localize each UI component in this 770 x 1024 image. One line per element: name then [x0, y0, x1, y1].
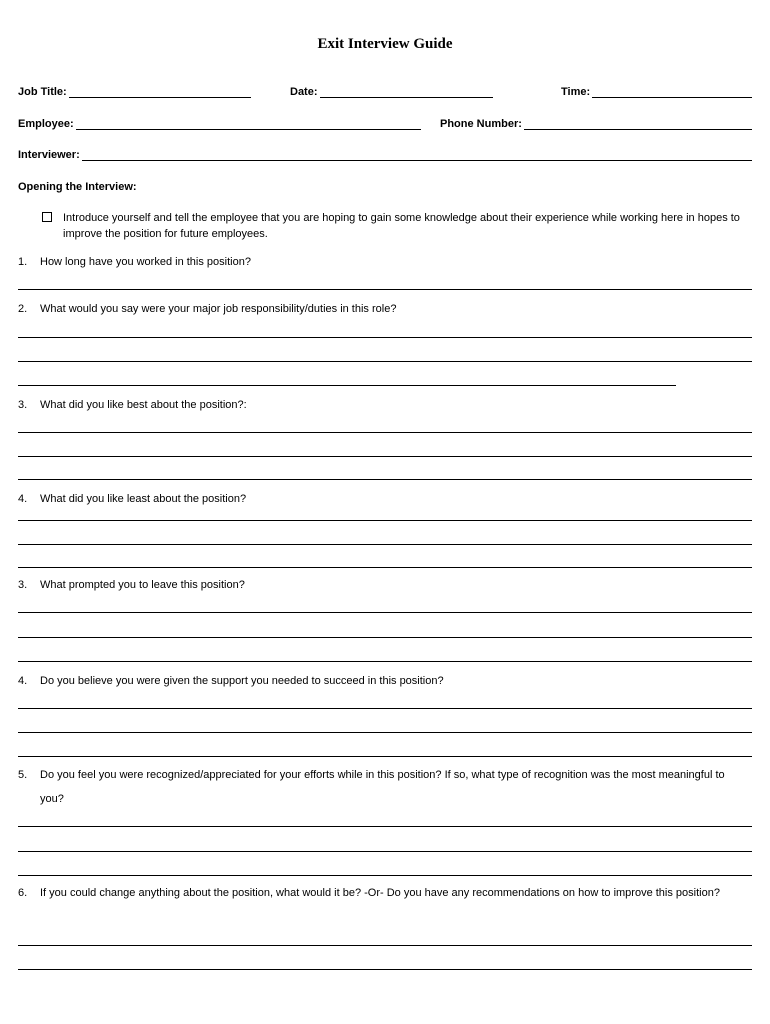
answer-line[interactable]	[18, 337, 752, 338]
checkbox-icon[interactable]	[42, 212, 52, 222]
answer-line[interactable]	[18, 520, 752, 521]
employee-label: Employee:	[18, 118, 74, 130]
phone-label: Phone Number:	[440, 118, 522, 130]
answer-line[interactable]	[18, 385, 676, 386]
question-text: Do you believe you were given the support you needed to succeed in this position?	[40, 675, 444, 687]
employee-field[interactable]	[18, 118, 421, 130]
answer-line[interactable]	[18, 851, 752, 852]
job-title-label: Job Title:	[18, 86, 67, 98]
question-text: Do you feel you were recognized/appreciated for your efforts while in this position? If so, what type of recognition was the most meaningful to you?	[40, 769, 725, 805]
question-1	[18, 250, 738, 274]
question-8	[18, 881, 738, 905]
time-label: Time:	[561, 86, 591, 98]
answer-line[interactable]	[18, 875, 752, 876]
question-number: 3.	[18, 399, 28, 411]
job-title-field[interactable]	[18, 86, 251, 98]
answer-line[interactable]	[18, 969, 752, 970]
question-text: What would you say were your major job responsibility/duties in this role?	[40, 303, 397, 315]
answer-line[interactable]	[18, 756, 752, 757]
question-number: 1.	[18, 256, 28, 268]
answer-line[interactable]	[18, 732, 752, 733]
answer-line[interactable]	[18, 456, 752, 457]
question-number: 5.	[18, 769, 28, 781]
question-2	[18, 297, 738, 321]
answer-line[interactable]	[18, 479, 752, 480]
question-3	[18, 393, 738, 417]
answer-line[interactable]	[18, 567, 752, 568]
answer-line[interactable]	[18, 826, 752, 827]
question-7	[18, 763, 738, 811]
answer-line[interactable]	[18, 661, 752, 662]
answer-line[interactable]	[18, 637, 752, 638]
question-6	[18, 669, 738, 693]
answer-line[interactable]	[18, 945, 752, 946]
time-field[interactable]	[561, 86, 752, 98]
opening-bullet-text: Introduce yourself and tell the employee that you are hoping to gain some knowledge about their experience while working here in hopes to improve the position for future employees.	[63, 212, 740, 240]
interviewer-line[interactable]	[82, 150, 752, 161]
interviewer-field[interactable]	[18, 149, 752, 161]
question-number: 4.	[18, 675, 28, 687]
answer-line[interactable]	[18, 544, 752, 545]
answer-line[interactable]	[18, 289, 752, 290]
interviewer-label: Interviewer:	[18, 149, 80, 161]
phone-field[interactable]	[440, 118, 752, 130]
question-text: How long have you worked in this position?	[40, 256, 251, 268]
answer-line[interactable]	[18, 612, 752, 613]
answer-line[interactable]	[18, 361, 752, 362]
phone-line[interactable]	[524, 119, 752, 130]
opening-heading: Opening the Interview:	[18, 181, 137, 193]
question-text: What prompted you to leave this position?	[40, 579, 245, 591]
opening-bullet	[42, 210, 742, 242]
question-text: What did you like best about the position?:	[40, 399, 247, 411]
question-number: 2.	[18, 303, 28, 315]
question-5	[18, 573, 738, 597]
date-line[interactable]	[320, 87, 493, 98]
question-number: 6.	[18, 887, 28, 899]
answer-line[interactable]	[18, 432, 752, 433]
job-title-line[interactable]	[69, 87, 251, 98]
time-line[interactable]	[592, 87, 752, 98]
date-field[interactable]	[290, 86, 493, 98]
question-number: 4.	[18, 493, 28, 505]
question-text: What did you like least about the position?	[40, 493, 247, 505]
question-number: 3.	[18, 579, 28, 591]
answer-line[interactable]	[18, 708, 752, 709]
employee-line[interactable]	[76, 119, 421, 130]
question-text: If you could change anything about the position, what would it be? -Or- Do you have any recommendations on how to improve this position?	[40, 887, 720, 899]
date-label: Date:	[290, 86, 318, 98]
question-4	[18, 487, 738, 511]
document-title: Exit Interview Guide	[317, 36, 453, 52]
